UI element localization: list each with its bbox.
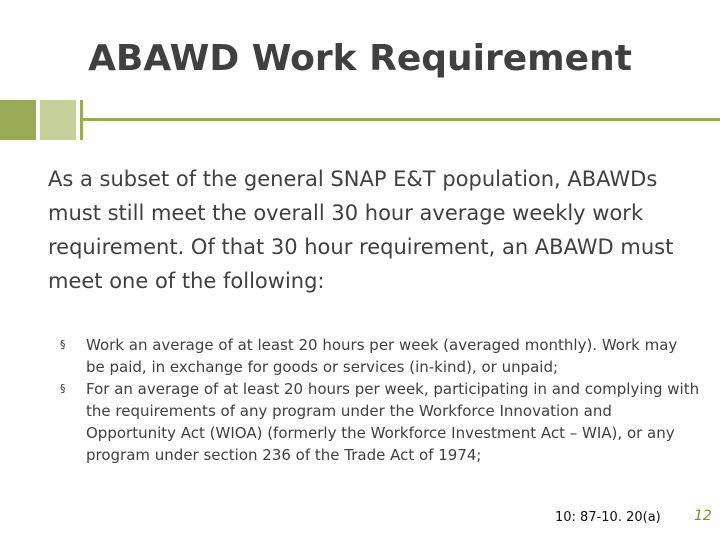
decoration-square-dark (0, 100, 36, 140)
intro-paragraph: As a subset of the general SNAP E&T population, ABAWDs must still meet the overall 30 hour average weekly work requirement. Of that 30 hour requirement, an ABAWD must meet one of the following: (48, 167, 674, 293)
title-decoration (0, 100, 720, 140)
bullet-text: Work an average of at least 20 hours per week (averaged monthly). Work may be paid, in exchange for goods or services (in-kind), or unpaid; (86, 336, 678, 376)
bullet-list (60, 334, 700, 466)
page-number: 12 (694, 508, 712, 524)
regulation-reference: 10: 87-10. 20(a) (555, 510, 661, 525)
bullet-marker-icon: § (60, 338, 66, 351)
slide-title: ABAWD Work Requirement (88, 38, 632, 79)
decoration-horizontal-line (80, 118, 720, 121)
bullet-text: For an average of at least 20 hours per week, participating in and complying with the requirements of any program under the Workforce Innovation and Opportunity Act (WIOA) (formerly the Workforce Investment Act – WIA), or any program under section 236 of the Trade Act of 1974; (86, 380, 700, 464)
bullet-marker-icon: § (60, 382, 66, 395)
list-item (60, 334, 700, 378)
list-item (60, 378, 700, 466)
decoration-square-light (40, 100, 76, 140)
